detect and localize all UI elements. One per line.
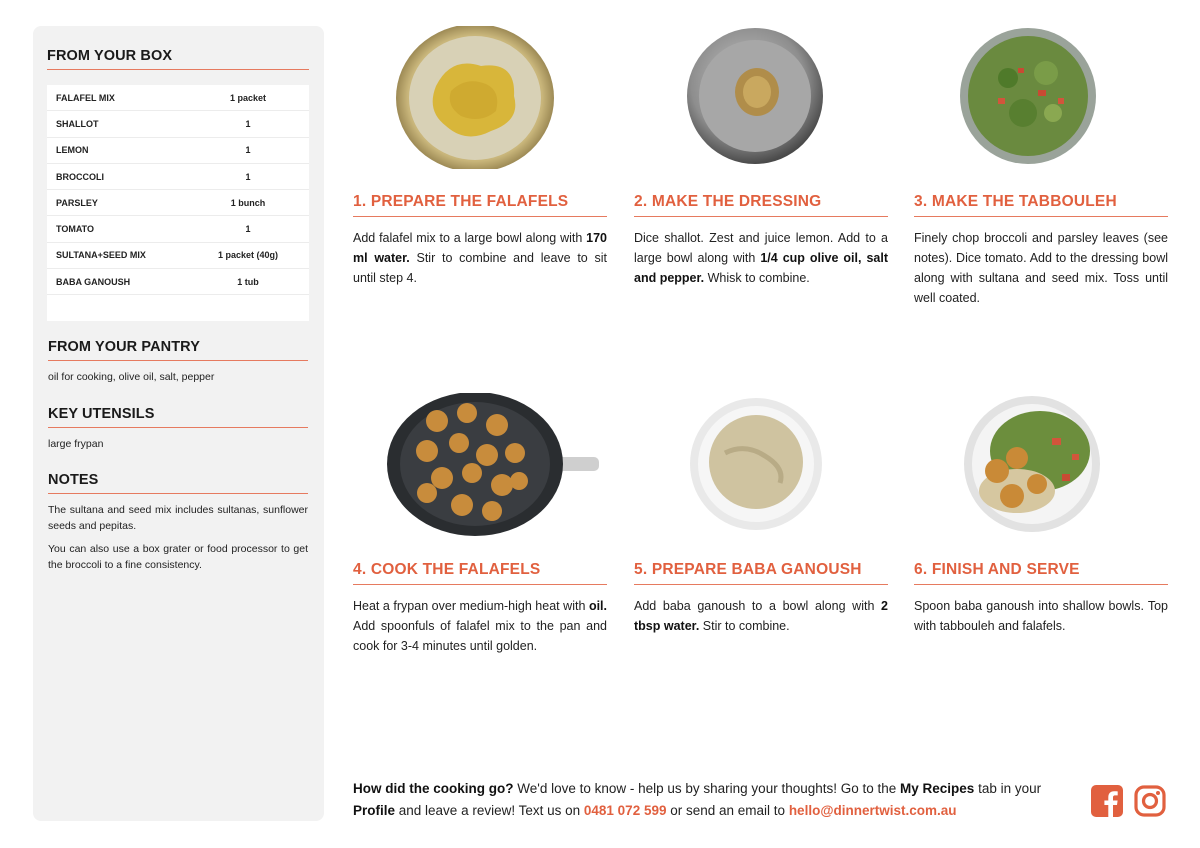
footer-text: tab in your <box>974 781 1042 796</box>
step-text-bold: 170 ml water. <box>353 231 607 265</box>
step-2 <box>634 193 888 288</box>
step-text: Whisk to combine. <box>704 271 810 285</box>
step-title: 4. COOK THE FALAFELS <box>353 561 607 585</box>
step-title: 1. PREPARE THE FALAFELS <box>353 193 607 217</box>
table-row <box>47 138 309 164</box>
step-text: Heat a frypan over medium-high heat with <box>353 599 589 613</box>
step-text: Stir to combine and leave to sit until step 4. <box>353 251 607 285</box>
step-text: Add spoonfuls of falafel mix to the pan and cook for 3-4 minutes until golden. <box>353 619 607 653</box>
tabbouleh-bowl-photo <box>958 28 1098 165</box>
table-row <box>47 269 309 295</box>
ingredient-qty: 1 <box>245 224 251 235</box>
ingredient-qty: 1 <box>245 145 251 156</box>
step-body <box>634 228 888 288</box>
dressing-bowl-photo <box>687 28 824 165</box>
step-text: Add falafel mix to a large bowl along with <box>353 231 587 245</box>
finished-dish-photo <box>962 396 1102 532</box>
my-recipes-link[interactable]: My Recipes <box>900 781 975 796</box>
step-text: Stir to combine. <box>699 619 790 633</box>
sidebar <box>33 26 324 821</box>
pantry-section <box>48 339 308 385</box>
step-text: Spoon baba ganoush into shallow bowls. Top with tabbouleh and falafels. <box>914 599 1168 633</box>
step-body <box>914 596 1168 636</box>
table-row <box>47 164 309 190</box>
feedback-question: How did the cooking go? <box>353 781 514 796</box>
instagram-icon[interactable] <box>1134 785 1166 817</box>
from-your-box-title: FROM YOUR BOX <box>47 48 309 70</box>
step-5 <box>634 561 888 636</box>
note-paragraph: The sultana and seed mix includes sultanas, sunflower seeds and pepitas. <box>48 504 308 533</box>
ingredient-name: PARSLEY <box>56 197 98 208</box>
ingredient-name: SHALLOT <box>56 118 99 129</box>
utensils-title: KEY UTENSILS <box>48 406 308 428</box>
ingredient-name: BABA GANOUSH <box>56 276 131 287</box>
step-body <box>634 596 888 636</box>
step-text: Add baba ganoush to a bowl along with <box>634 599 882 613</box>
step-body <box>353 596 607 656</box>
ingredient-qty: 1 packet <box>229 92 267 103</box>
ingredient-qty: 1 bunch <box>230 197 266 208</box>
notes-section <box>48 472 308 573</box>
table-row <box>47 216 309 242</box>
ingredient-name: FALAFEL MIX <box>56 92 115 103</box>
step-text: Dice shallot. Zest and juice lemon. Add to a large bowl along with <box>634 231 888 265</box>
ingredient-qty: 1 packet (40g) <box>217 250 279 261</box>
profile-link[interactable]: Profile <box>353 802 396 818</box>
ingredient-name: SULTANA+SEED MIX <box>56 250 146 261</box>
step-title: 2. MAKE THE DRESSING <box>634 193 888 217</box>
ingredient-name: LEMON <box>56 145 89 156</box>
pantry-text: oil for cooking, olive oil, salt, pepper <box>48 371 215 383</box>
notes-title: NOTES <box>48 472 308 494</box>
table-row <box>47 111 309 137</box>
step-title: 5. PREPARE BABA GANOUSH <box>634 561 888 585</box>
ingredient-qty: 1 <box>245 118 251 129</box>
phone-link[interactable]: 0481 072 599 <box>583 802 667 818</box>
footer-text: or send an email to <box>666 802 789 818</box>
table-row <box>47 190 309 216</box>
step-text-bold: 1/4 cup olive oil, salt and pepper. <box>634 251 888 285</box>
feedback-footer <box>353 778 1073 821</box>
falafel-mix-bowl-photo <box>396 26 554 169</box>
utensils-section <box>48 406 308 452</box>
step-title: 6. FINISH AND SERVE <box>914 561 1168 585</box>
ingredient-name: BROCCOLI <box>56 171 104 182</box>
footer-text: We'd love to know - help us by sharing your thoughts! Go to the <box>513 781 901 796</box>
utensils-text: large frypan <box>48 438 104 450</box>
step-6 <box>914 561 1168 636</box>
step-body <box>353 228 607 288</box>
email-link[interactable]: hello@dinnertwist.com.au <box>788 802 957 818</box>
step-text-bold: 2 tbsp water. <box>634 599 888 633</box>
step-1 <box>353 193 607 288</box>
note-paragraph: You can also use a box grater or food processor to get the broccoli to a fine consistency. <box>48 542 308 571</box>
step-body <box>914 228 1168 308</box>
ingredient-qty: 1 tub <box>237 276 259 287</box>
pantry-title: FROM YOUR PANTRY <box>48 339 308 361</box>
facebook-icon[interactable] <box>1091 785 1123 817</box>
table-row <box>47 85 309 111</box>
step-text-bold: oil. <box>588 599 607 613</box>
footer-text: and leave a review! Text us on <box>395 802 584 818</box>
step-3 <box>914 193 1168 308</box>
step-4 <box>353 561 607 656</box>
ingredient-name: TOMATO <box>56 224 94 235</box>
ingredient-qty: 1 <box>245 171 251 182</box>
ingredients-table <box>47 85 309 321</box>
baba-ganoush-bowl-photo <box>690 398 822 531</box>
frypan-falafels-photo <box>387 393 599 536</box>
step-text: Finely chop broccoli and parsley leaves (see notes). Dice tomato. Add to the dressing bowl along with sultana and seed mix. Toss until well coated. <box>914 231 1168 305</box>
table-row <box>47 243 309 269</box>
step-title: 3. MAKE THE TABBOULEH <box>914 193 1168 217</box>
